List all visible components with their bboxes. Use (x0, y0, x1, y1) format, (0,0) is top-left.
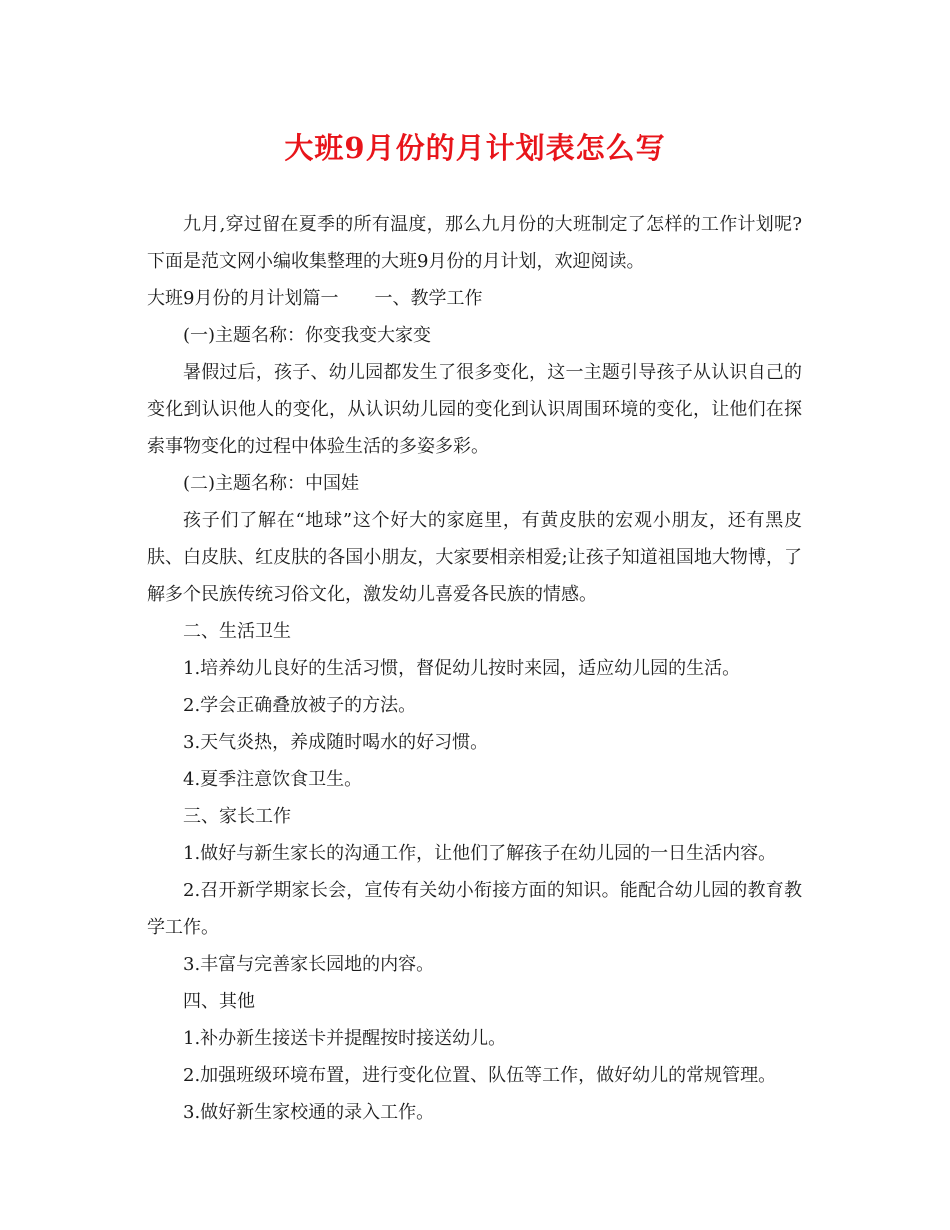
document-body (147, 206, 802, 1131)
theme-heading-1: (一)主题名称：你变我变大家变 (183, 325, 432, 346)
section-heading-parents: 三、家长工作 (183, 806, 291, 827)
intro-paragraph: 九月,穿过留在夏季的所有温度，那么九月份的大班制定了怎样的工作计划呢?下面是范文网小编收集整理的大班9月份的月计划，欢迎阅读。 (147, 214, 802, 272)
section-heading-teaching: 大班9月份的月计划篇一 一、教学工作 (147, 288, 483, 309)
section-heading-hygiene: 二、生活卫生 (183, 621, 291, 642)
list-item: 3.天气炎热，养成随时喝水的好习惯。 (183, 732, 489, 753)
list-item: 3.做好新生家校通的录入工作。 (183, 1102, 435, 1123)
list-item: 4.夏季注意饮食卫生。 (183, 769, 363, 790)
section-heading-other: 四、其他 (183, 991, 255, 1012)
list-item: 2.学会正确叠放被子的方法。 (183, 695, 417, 716)
list-item: 1.做好与新生家长的沟通工作，让他们了解孩子在幼儿园的一日生活内容。 (183, 843, 777, 864)
list-item: 1.补办新生接送卡并提醒按时接送幼儿。 (183, 1028, 507, 1049)
theme-paragraph-2: 孩子们了解在“地球”这个好大的家庭里，有黄皮肤的宏观小朋友，还有黑皮肤、白皮肤、红皮肤的各国小朋友，大家要相亲相爱;让孩子知道祖国地大物博，了解多个民族传统习俗文化，激发幼儿喜爱各民族的情感。 (147, 510, 802, 605)
list-item: 2.召开新学期家长会，宣传有关幼小衔接方面的知识。能配合幼儿园的教育教学工作。 (147, 880, 802, 938)
page-title: 大班9月份的月计划表怎么写 (284, 131, 666, 165)
list-item: 3.丰富与完善家长园地的内容。 (183, 954, 435, 975)
list-item: 1.培养幼儿良好的生活习惯，督促幼儿按时来园，适应幼儿园的生活。 (183, 658, 741, 679)
theme-heading-2: (二)主题名称：中国娃 (183, 473, 360, 494)
theme-paragraph-1: 暑假过后，孩子、幼儿园都发生了很多变化，这一主题引导孩子从认识自己的变化到认识他人的变化，从认识幼儿园的变化到认识周围环境的变化，让他们在探索事物变化的过程中体验生活的多姿多彩。 (147, 362, 802, 457)
list-item: 2.加强班级环境布置，进行变化位置、队伍等工作，做好幼儿的常规管理。 (183, 1065, 777, 1086)
